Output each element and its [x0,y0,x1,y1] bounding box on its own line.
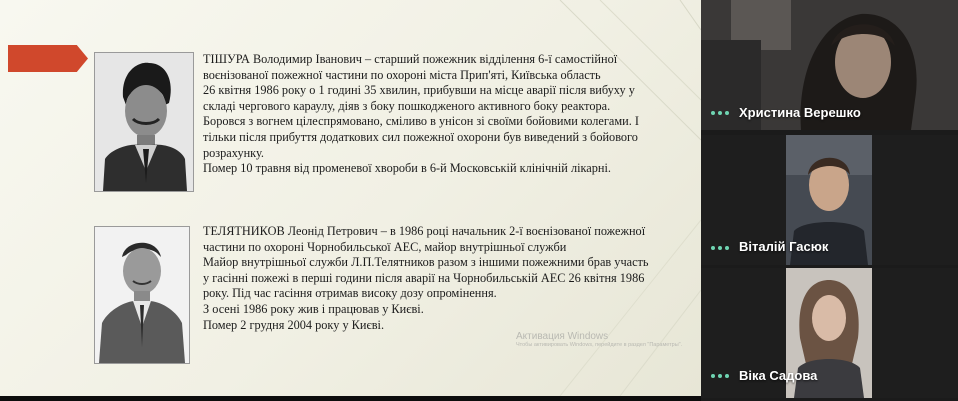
bio-line: Помер 10 травня від променевої хвороби в 6-й Московській клінічній лікарні. [203,161,611,176]
title-arrow-accent [8,45,88,72]
bio-line: Майор внутрішньої служби Л.П.Телятников разом з іншими пожежними брав участь [203,255,649,270]
more-options-icon[interactable] [711,109,733,117]
participant-tile[interactable] [701,0,958,130]
bio-line: З осені 1986 року жив і працював у Києві. [203,301,424,316]
participant-name: Віка Садова [739,368,818,383]
bio-line: року. Під час гасіння отримав високу дозу опромінення. [203,286,497,301]
bio-line: розрахунку. [203,145,264,160]
bio-line: ТЕЛЯТНИКОВ Леонід Петрович – в 1986 році начальник 2-ї воєнізованої пожежної [203,224,646,238]
windows-activation-watermark [516,331,686,349]
portrait-photo-telyatnikov [94,226,190,364]
participant-name: Христина Верешко [739,105,861,120]
bio-line: складі чергового караулу, діяв з боку пошкодженого активного боку реактора. [203,98,611,113]
bio-line: частини по охороні Чорнобильської АЕС, майор внутрішньої служби [203,239,567,254]
biography-tishura [203,52,683,177]
participant-tile[interactable] [701,135,958,265]
participant-name: Віталій Гасюк [739,239,829,254]
biography-telyatnikov [203,224,683,333]
bio-line: тільки після прибуття додаткових сил пожежної охорони був виведений з бойового [203,129,638,144]
bio-line: Боровся з вогнем цілеспрямовано, сміливо в унісон зі своїми бойовими колегами. І [203,114,639,129]
more-options-icon[interactable] [711,372,733,380]
bio-line: воєнізованої пожежної частини по охороні міста Прип'яті, Київська область [203,67,601,82]
portrait-photo-tishura [94,52,194,192]
participants-panel [701,0,958,401]
participant-tile[interactable] [701,268,958,398]
bio-line: 26 квітня 1986 року о 1 годині 35 хвилин, прибувши на місце аварії після вибуху у [203,83,635,98]
more-options-icon[interactable] [711,244,733,252]
watermark-subtitle: Чтобы активировать Windows, перейдите в раздел "Параметры". [516,342,683,348]
watermark-title: Активация Windows [516,331,609,342]
bio-line: у гасінні пожежі в перші години після аварії на Чорнобильській АЕС 26 квітня 1986 [203,270,645,285]
bio-line: ТІШУРА Володимир Іванович – старший пожежник відділення 6-ї самостійної [203,52,618,66]
bio-line: Помер 2 грудня 2004 року у Києві. [203,317,385,332]
